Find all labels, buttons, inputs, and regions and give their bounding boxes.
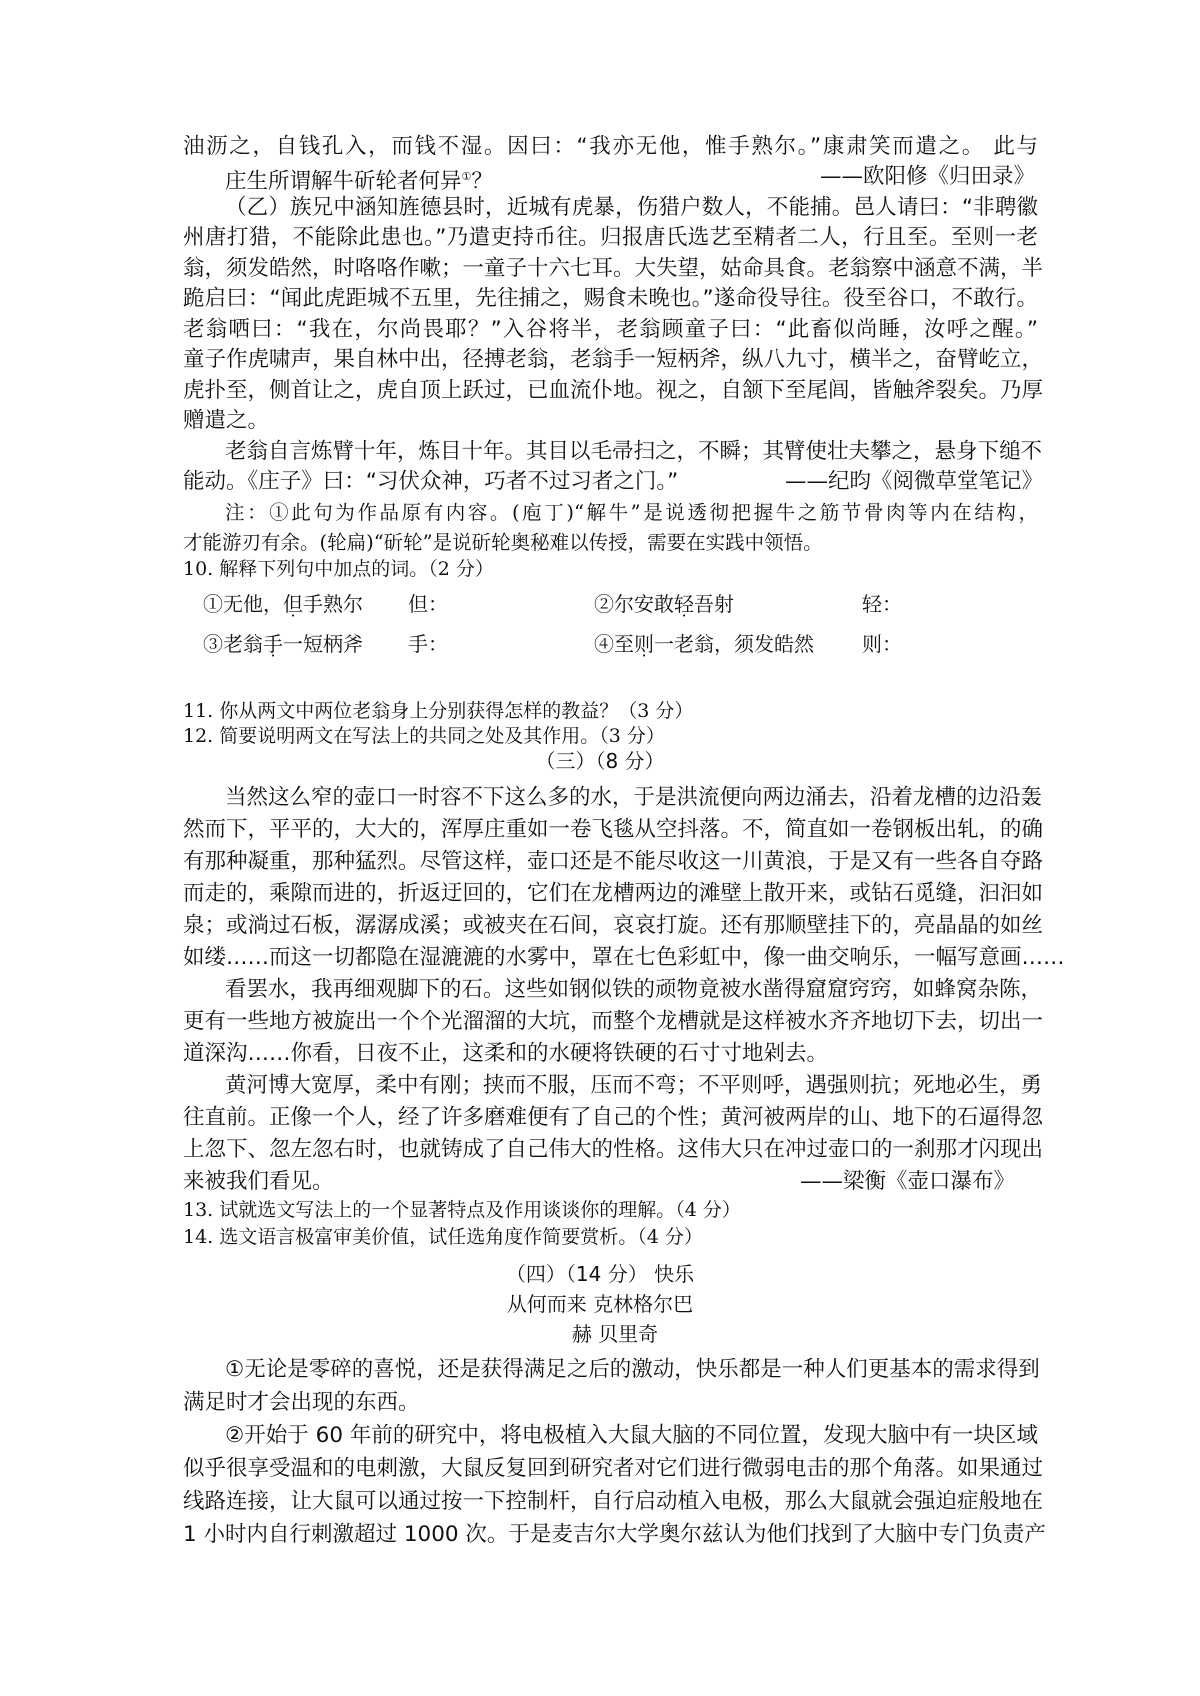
- q10-blank-2: 轻：: [862, 592, 902, 616]
- s3-source: ——梁衡《壶口瀑布》: [800, 1169, 1016, 1194]
- jia-end-line-1: 油沥之，自钱孔入，而钱不湿。因曰：“我亦无他，惟手熟尔。”康肃笑而遣之。 此与: [183, 134, 1038, 159]
- s4-p2-line: 似乎很享受温和的电刺激，大鼠反复回到研究者对它们进行微弱电击的那个角落。如果通过: [183, 1456, 1044, 1481]
- jia-end-text: 庄生所谓解牛斫轮者何异: [225, 169, 462, 195]
- yi-line: 翁，须发皓然，时咯咯作嗽；一童子十六七耳。大失望，姑命具食。老翁察中涵意不满，半: [183, 256, 1044, 281]
- q10-item-2: [594, 590, 734, 618]
- jia-end-qmark: ？: [471, 169, 493, 195]
- s3-p1-line: 而走的，乘隙而进的，折返迂回的，它们在龙槽两边的滩壁上散开来，或钻石觅缝，汩汩如: [183, 881, 1044, 906]
- yi-line: （乙）族兄中涵知旌德县时，近城有虎暴，伤猎户数人，不能捕。邑人请曰：“非聘徽: [225, 195, 1038, 220]
- footnote-marker: ①: [461, 170, 472, 183]
- q10-blank-3: 手：: [408, 632, 448, 656]
- s3-p3-line: 来被我们看见。: [183, 1169, 334, 1194]
- question-11: 11. 你从两文中两位老翁身上分别获得怎样的教益？（3 分）: [183, 700, 694, 722]
- question-14: 14. 选文语言极富审美价值，试任选角度作简要赏析。（4 分）: [183, 1226, 703, 1248]
- s4-p1-line: 满足时才会出现的东西。: [183, 1390, 420, 1415]
- s3-p3-line: 黄河博大宽厚，柔中有刚；挟而不服，压而不弯；不平则呼，遇强则抗；死地必生，勇: [225, 1073, 1043, 1098]
- item-pre: ①无他，: [203, 592, 283, 616]
- s4-p2-line: 1 小时内自行刺激超过 1000 次。于是麦吉尔大学奥尔兹认为他们找到了大脑中专门负责产: [183, 1522, 1046, 1547]
- s3-p1-line: 如缕……而这一切都隐在湿漉漉的水雾中，罩在七色彩虹中，像一曲交响乐，一幅写意画……: [183, 945, 1065, 970]
- s3-p2-line: 更有一些地方被旋出一个个光溜溜的大坑，而整个龙槽就是这样被水齐齐地切下去，切出一: [183, 1009, 1044, 1034]
- s3-p3-line: 上忽下、忽左忽右时，也就铸成了自己伟大的性格。这伟大只在冲过壶口的一刹那才闪现出: [183, 1137, 1044, 1162]
- s3-p1-line: 然而下，平平的，大大的，浑厚庄重如一卷飞毯从空抖落。不，简直如一卷钢板出轧，的确: [183, 817, 1044, 842]
- yi-source: ——纪昀《阅微草堂笔记》: [785, 469, 1044, 494]
- s3-p2-line: 道深沟……你看，日夜不止，这柔和的水硬将铁硬的石寸寸地剁去。: [183, 1041, 829, 1066]
- yi-line: 老翁哂曰：“我在，尔尚畏耶？”入谷将半，老翁顾童子曰：“此畜似尚睡，汝呼之醒。”: [183, 317, 1038, 342]
- question-13: 13. 试就选文写法上的一个显著特点及作用谈谈你的理解。（4 分）: [183, 1199, 741, 1221]
- s3-p2-line: 看罢水，我再细观脚下的石。这些如钢似铁的顽物竟被水凿得窟窟窍窍，如蜂窝杂陈，: [225, 977, 1043, 1002]
- q10-item-4: [594, 630, 814, 658]
- dotted-word: 轻: [674, 592, 694, 616]
- note-line-1: 注：①此句为作品原有内容。(庖丁)“解牛”是说透彻把握牛之筋节骨肉等内在结构，: [225, 501, 1038, 524]
- s4-p1-line: ①无论是零碎的喜悦，还是获得满足之后的激动，快乐都是一种人们更基本的需求得到: [225, 1357, 1040, 1382]
- section-4-title: 从何而来 克林格尔巴: [506, 1292, 694, 1316]
- item-pre: ④至: [594, 632, 634, 656]
- item-post: 一短柄斧: [283, 632, 363, 656]
- q10-blank-1: 但：: [408, 592, 448, 616]
- yi-line: 虎扑至，侧首让之，虎自顶上跃过，已血流仆地。视之，自颔下至尾闾，皆触斧裂矣。乃厚: [183, 378, 1044, 403]
- section-4-heading: （四）（14 分） 快乐: [505, 1262, 695, 1286]
- s4-p2-line: ②开始于 60 年前的研究中，将电极植入大鼠大脑的不同位置，发现大脑中有一块区域: [225, 1423, 1038, 1448]
- section-4-author: 赫 贝里奇: [571, 1322, 659, 1346]
- s3-p1-line: 泉；或淌过石板，潺潺成溪；或被夹在石间，哀哀打旋。还有那顺壁挂下的，亮晶晶的如丝: [183, 913, 1044, 938]
- s3-p1-line: 当然这么窄的壶口一时容不下这么多的水，于是洪流便向两边涌去，沿着龙槽的边沿轰: [225, 785, 1043, 810]
- note-line-2: 才能游刃有余。(轮扁)“斫轮”是说斫轮奥秘难以传授，需要在实践中领悟。: [183, 531, 823, 554]
- question-12: 12. 简要说明两文在写法上的共同之处及其作用。（3 分）: [183, 725, 665, 747]
- s3-p1-line: 有那种凝重，那种猛烈。尽管这样，壶口还是不能尽收这一川黄浪，于是又有一些各自夺路: [183, 849, 1044, 874]
- q10-item-3: [203, 630, 363, 658]
- q10-item-1: [203, 590, 363, 618]
- yi-line: 赠遣之。: [183, 408, 270, 433]
- yi2-line-1: 老翁自言炼臂十年，炼目十年。其目以毛帚扫之，不瞬；其臂使壮夫攀之，悬身下缒不: [225, 439, 1043, 464]
- dotted-word: 手: [263, 632, 283, 656]
- item-pre: ③老翁: [203, 632, 263, 656]
- yi-line: 童子作虎啸声，果自林中出，径搏老翁，老翁手一短柄斧，纵八九寸，横半之，奋臂屹立，: [183, 347, 1044, 372]
- dotted-word: 但: [283, 592, 303, 616]
- q10-blank-4: 则：: [862, 632, 902, 656]
- s4-p2-line: 线路连接，让大鼠可以通过按一下控制杆，自行启动植入电极，那么大鼠就会强迫症般地在: [183, 1489, 1044, 1514]
- question-10: 10. 解释下列句中加点的词。（2 分）: [183, 558, 494, 580]
- section-3-heading: （三）（8 分）: [535, 749, 665, 773]
- item-post: 一老翁，须发皓然: [654, 632, 814, 656]
- item-post: 手熟尔: [303, 592, 363, 616]
- dotted-word: 则: [634, 632, 654, 656]
- item-pre: ②尔安敢: [594, 592, 674, 616]
- yi-line: 州唐打猎，不能除此患也。”乃遣吏持币往。归报唐氏选艺至精者二人，行且至。至则一老: [183, 225, 1038, 250]
- s3-p3-line: 往直前。正像一个人，经了许多磨难便有了自己的个性；黄河被两岸的山、地下的石逼得忽: [183, 1105, 1044, 1130]
- yi-line: 跪启曰：“闻此虎距城不五里，先往捕之，赐食未晚也。”遂命役导往。役至谷口，不敢行。: [183, 286, 1038, 311]
- yi2-line-2: 能动。《庄子》曰：“习伏众神，巧者不过习者之门。”: [183, 469, 679, 494]
- jia-source: ——欧阳修《归田录》: [820, 164, 1036, 189]
- item-post: 吾射: [694, 592, 734, 616]
